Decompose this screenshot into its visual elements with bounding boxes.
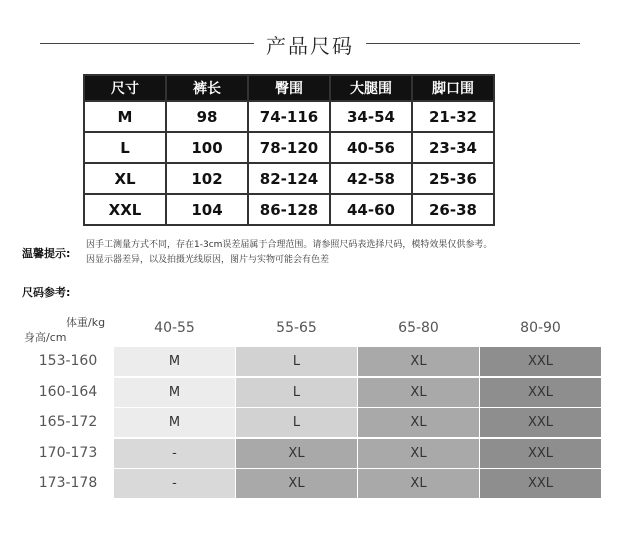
- tips-line: 因手工测量方式不同，存在1-3cm误差届属于合理范围。请参照尺码表选择尺码，模特效果仅供参考。: [86, 240, 493, 250]
- table-cell: 34-54: [330, 101, 412, 132]
- size-header-cell: 大腿围: [330, 75, 412, 101]
- size-reference-cell: L: [236, 378, 357, 407]
- height-row-header: 165-172: [38, 414, 98, 430]
- size-reference-cell: XL: [236, 439, 357, 468]
- table-cell: 21-32: [412, 101, 494, 132]
- weight-column-header: 65-80: [398, 320, 439, 336]
- table-cell: 26-38: [412, 194, 494, 225]
- weight-column-header: 80-90: [520, 320, 561, 336]
- size-table: [83, 74, 495, 226]
- table-cell: M: [84, 101, 166, 132]
- size-reference-cell: M: [114, 347, 235, 376]
- size-reference-cell: XL: [236, 469, 357, 498]
- table-cell: 82-124: [248, 163, 330, 194]
- height-row-header: 160-164: [38, 383, 98, 400]
- table-cell: L: [84, 132, 166, 163]
- table-cell: 40-56: [330, 132, 412, 163]
- table-cell: 25-36: [412, 163, 494, 194]
- tips-label: 温馨提示:: [22, 247, 71, 260]
- size-reference-cell: XXL: [480, 439, 601, 468]
- table-row: [84, 101, 494, 132]
- table-row: [84, 163, 494, 194]
- size-reference-cell: M: [114, 408, 235, 437]
- table-row: [84, 132, 494, 163]
- size-reference-cell: XL: [358, 347, 479, 376]
- table-row: [84, 194, 494, 225]
- height-axis-label: 身高/cm: [24, 331, 67, 344]
- size-header-cell: 脚口围: [412, 75, 494, 101]
- size-reference-cell: XXL: [480, 378, 601, 407]
- size-reference-cell: M: [114, 378, 235, 407]
- size-reference-cell: XL: [358, 408, 479, 437]
- table-cell: 104: [166, 194, 248, 225]
- size-reference-cell: XXL: [480, 408, 601, 437]
- weight-axis-label: 体重/kg: [66, 316, 106, 329]
- size-table-header-row: [84, 75, 494, 101]
- size-reference-cell: XXL: [480, 347, 601, 376]
- table-cell: 78-120: [248, 132, 330, 163]
- table-cell: XL: [84, 163, 166, 194]
- height-row-header: 170-173: [38, 444, 98, 461]
- title-row: [0, 26, 620, 62]
- grid-corner: [22, 314, 114, 346]
- table-cell: 86-128: [248, 194, 330, 225]
- table-cell: 100: [166, 132, 248, 163]
- size-reference-cell: XL: [358, 469, 479, 498]
- size-header-cell: 尺寸: [84, 75, 166, 101]
- table-cell: 42-58: [330, 163, 412, 194]
- height-row-header: 153-160: [38, 353, 98, 369]
- table-cell: 44-60: [330, 194, 412, 225]
- table-cell: 23-34: [412, 132, 494, 163]
- title-divider-left: [40, 43, 254, 44]
- size-reference-cell: -: [114, 469, 235, 498]
- table-cell: 102: [166, 163, 248, 194]
- reference-label: 尺码参考:: [22, 286, 71, 299]
- height-row-header: 173-178: [38, 475, 98, 491]
- size-reference-cell: XL: [358, 439, 479, 468]
- size-reference-cell: XL: [358, 378, 479, 407]
- size-reference-cell: -: [114, 439, 235, 468]
- weight-column-header: 40-55: [154, 320, 195, 336]
- tips-text: [86, 238, 606, 268]
- size-reference-cell: L: [236, 408, 357, 437]
- page-title: 产品尺码: [266, 34, 354, 58]
- size-header-cell: 臀围: [248, 75, 330, 101]
- size-reference-cell: L: [236, 347, 357, 376]
- title-divider-right: [366, 43, 580, 44]
- tips-line: 因显示器差异，以及拍摄光线原因，图片与实物可能会有色差: [86, 255, 330, 265]
- table-cell: XXL: [84, 194, 166, 225]
- table-cell: 74-116: [248, 101, 330, 132]
- size-reference-cell: XXL: [480, 469, 601, 498]
- size-header-cell: 裤长: [166, 75, 248, 101]
- weight-column-header: 55-65: [276, 320, 317, 336]
- table-cell: 98: [166, 101, 248, 132]
